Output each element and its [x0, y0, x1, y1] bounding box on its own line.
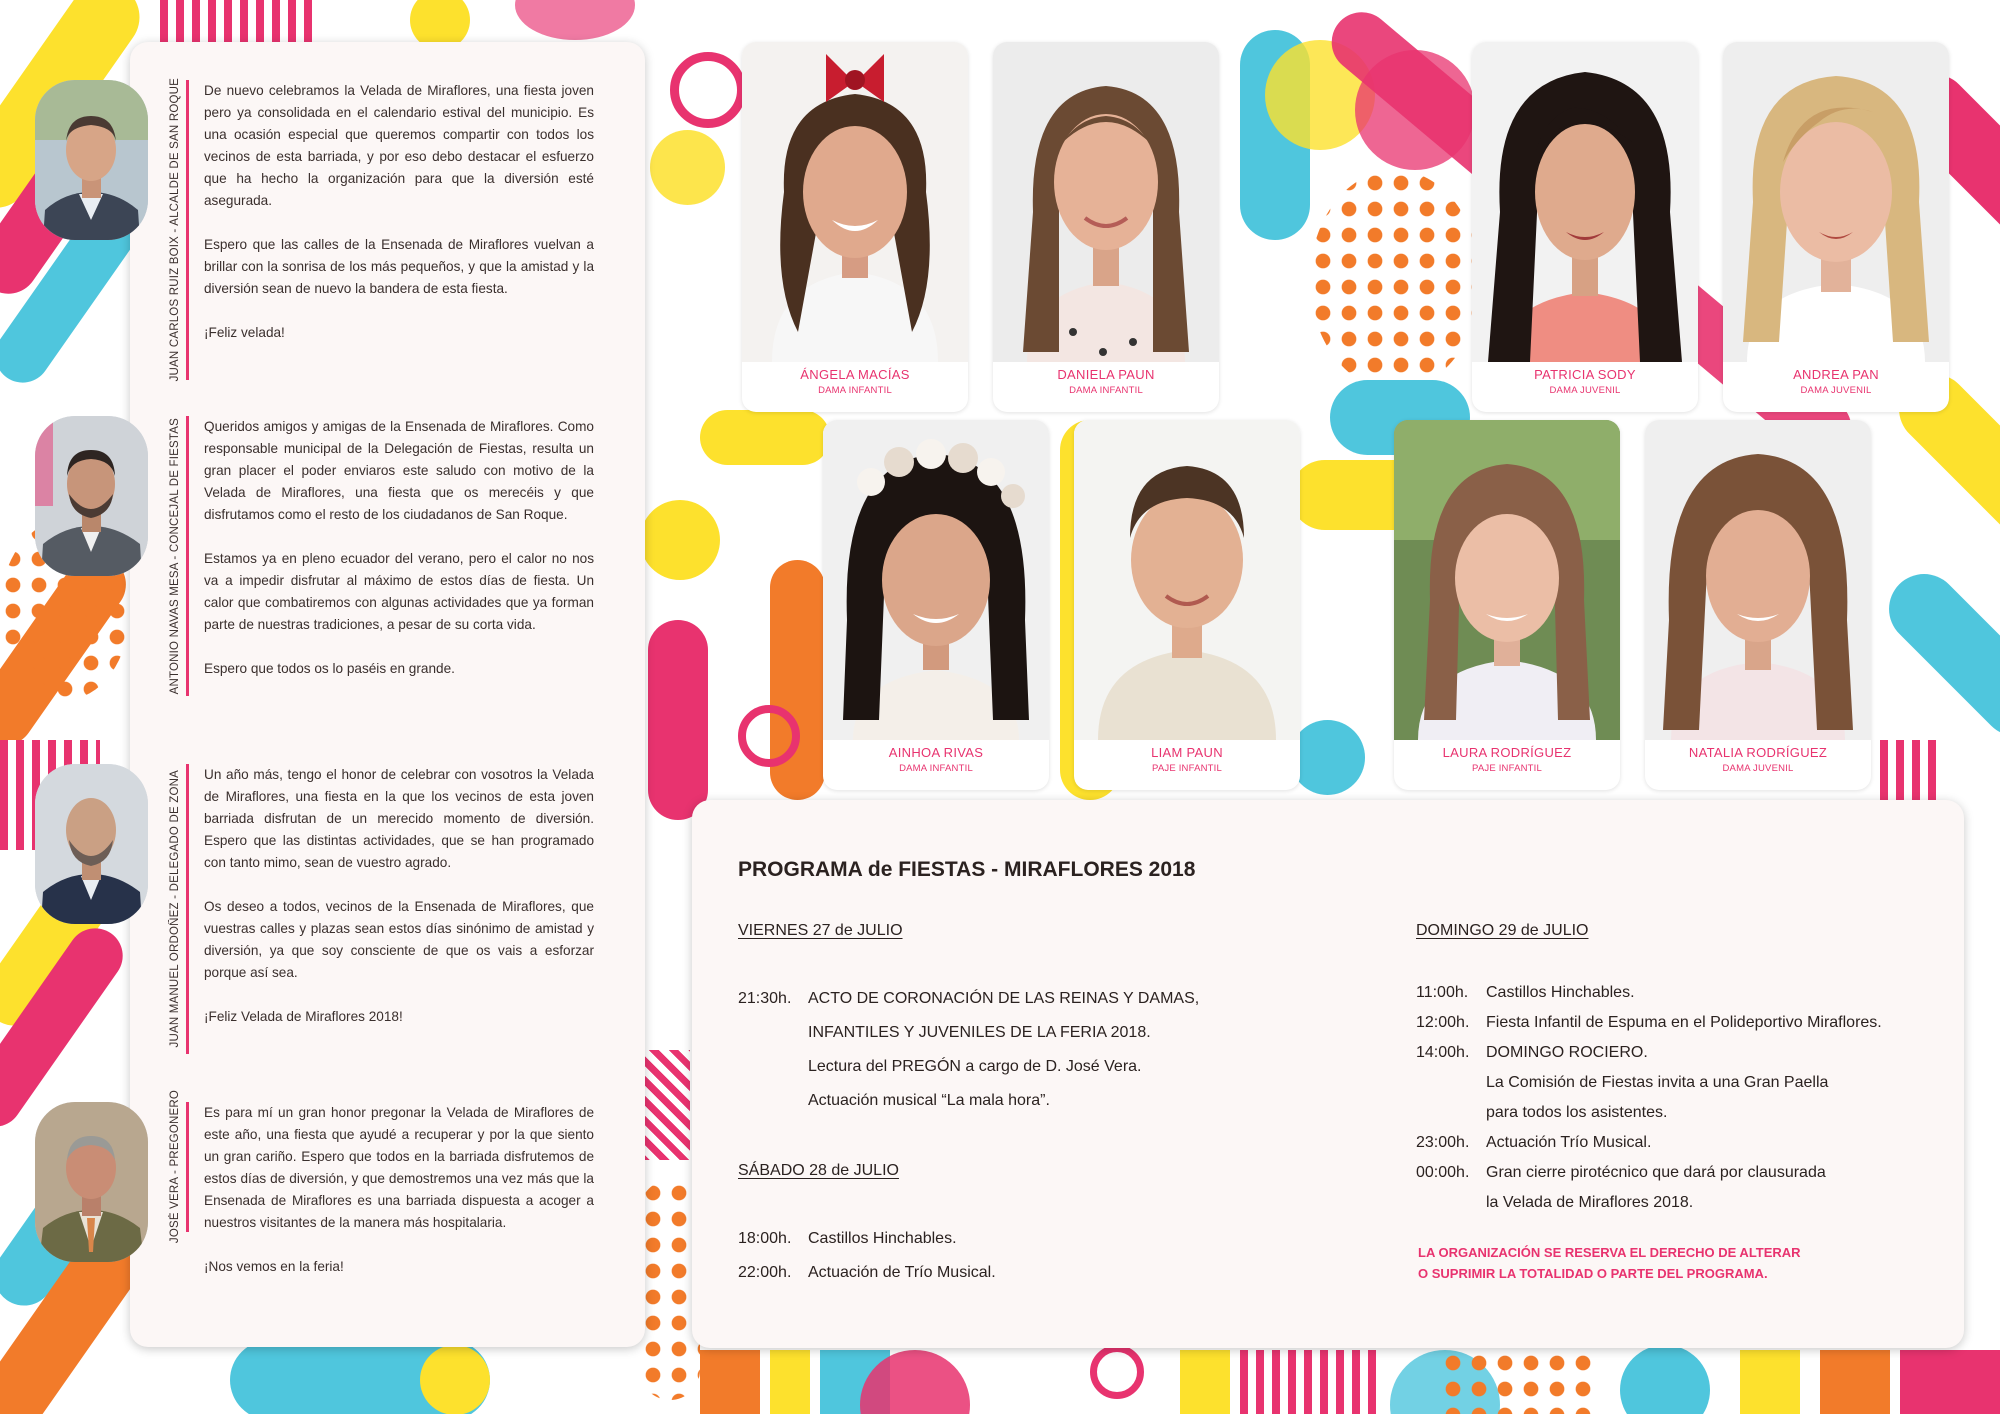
court-card-angela: ÁNGELA MACÍAS DAMA INFANTIL: [742, 42, 968, 412]
day-sunday: DOMINGO 29 de JULIO: [1416, 922, 1589, 939]
court-card-ainhoa: AINHOA RIVAS DAMA INFANTIL: [823, 420, 1049, 790]
name-role-mayor: JUAN CARLOS RUIZ BOIX - ALCALDE DE SAN ROQUE: [169, 78, 181, 382]
message-text-councillor: Queridos amigos y amigas de la Ensenada de Miraflores. Como responsable municipal de la Delegación de Fiestas, resulta un gran placer el poder enviaros este saludo con motivo de la Velada de Miraflores, una fiesta que os merecéis y que disfrutamos como el resto de los ciudadanos de San Roque. Estamos ya en pleno ecuador del verano, pero el calor no nos va a impedir disfrutar al máximo de estos días de fiesta. Un calor que combatiremos con algunas actividades que ya forman parte de nuestras tradiciones, a pesar de su corta vida. Espero que todos os lo paséis en grande.: [204, 419, 594, 676]
greeting-delegate: [130, 764, 600, 1054]
day-saturday: SÁBADO 28 de JULIO: [738, 1162, 899, 1179]
avatar-councillor: [35, 416, 148, 576]
program-title: PROGRAMA de FIESTAS - MIRAFLORES 2018: [738, 858, 1196, 881]
name-role-herald: JOSÉ VERA - PREGONERO: [169, 1090, 181, 1244]
message-text-mayor: De nuevo celebramos la Velada de Miraflores, una fiesta joven pero ya consolidada en el calendario estival del municipio. Es una ocasión especial que queremos compartir con todos los vecinos de esta barriada, y por eso debo destacar el esfuerzo que ha hecho la organización para que la diversión esté asegurada. Espero que las calles de la Ensenada de Miraflores vuelvan a brillar con la sonrisa de los más pequeños, y que la amistad y la diversión sean de nuevo la bandera de esta fiesta. ¡Feliz velada!: [204, 83, 594, 340]
court-card-daniela: DANIELA PAUN DAMA INFANTIL: [993, 42, 1219, 412]
avatar-herald: [35, 1102, 148, 1262]
message-text-delegate: Un año más, tengo el honor de celebrar con vosotros la Velada de Miraflores, una fiesta en la que los vecinos de esta joven barriada disfrutan de un merecido momento de diversión. Espero que las distintas actividades, que se han programado con tanto mimo, sean de vuestro agrado. Os deseo a todos, vecinos de la Ensenada de Miraflores, que vuestras calles y plazas sean estos días sinónimo de amistad y diversión, ya que soy consciente de que os vais a esforzar porque así sea. ¡Feliz Velada de Miraflores 2018!: [204, 767, 594, 1024]
avatar-mayor: [35, 80, 148, 240]
court-card-natalia: NATALIA RODRÍGUEZ DAMA JUVENIL: [1645, 420, 1871, 790]
name-role-councillor: ANTONIO NAVAS MESA - CONCEJAL DE FIESTAS: [169, 417, 181, 695]
greeting-mayor: [130, 80, 600, 380]
greeting-councillor: [130, 416, 600, 696]
greeting-herald: [130, 1090, 600, 1274]
court-card-patricia: PATRICIA SODY DAMA JUVENIL: [1472, 42, 1698, 412]
greetings-panel: [130, 42, 645, 1347]
court-card-laura: LAURA RODRÍGUEZ PAJE INFANTIL: [1394, 420, 1620, 790]
court-card-liam: LIAM PAUN PAJE INFANTIL: [1074, 420, 1300, 790]
day-friday: VIERNES 27 de JULIO: [738, 922, 903, 939]
program-panel: PROGRAMA de FIESTAS - MIRAFLORES 2018 VIERNES 27 de JULIO 21:30h. ACTO DE CORONACIÓN DE LAS REINAS Y DAMAS, INFANTILES Y JUVENILES DE LA FERIA 2018. Lectura del PREGÓN a cargo de D. José Vera. Actuación musical “La mala hora”. SÁBADO 28 de JULIO 18:00h. Castillos Hinchables. 22:00h. Actuación de Trío Musical. DOMINGO 29 de JULIO 11:00h. Castillos Hinchables. 12:00h. Fiesta Infantil de Espuma en el Polideportivo Miraflores. 14:00h. DOMINGO ROCIERO. La Comisión de Fiestas invita a una Gran Paella para todos los asistentes. 23:00h. Actuación Trío Musical. 00:00h. Gran cierre pirotécnico que dará por clausurada la Velada de Miraflores 2018. LA ORGANIZACIÓN SE RESERVA EL DERECHO DE ALTERAR O SUPRIMIR LA TOTALIDAD O PARTE DEL PROGRAMA.: [692, 800, 1964, 1348]
court-card-andrea: ANDREA PAN DAMA JUVENIL: [1723, 42, 1949, 412]
program-notice: LA ORGANIZACIÓN SE RESERVA EL DERECHO DE ALTERAR O SUPRIMIR LA TOTALIDAD O PARTE DEL PROGRAMA.: [1418, 1245, 1801, 1281]
name-role-delegate: JUAN MANUEL ORDOÑEZ - DELEGADO DE ZONA: [169, 770, 181, 1048]
avatar-delegate: [35, 764, 148, 924]
message-text-herald: Es para mí un gran honor pregonar la Velada de Miraflores de este año, una fiesta que ayudé a recuperar y por la que siento un gran cariño. Espero que todos en la barriada disfrutemos de estos días de diversión, y que demostremos una vez más que la Ensenada de Miraflores es una barriada dispuesta a acoger a nuestros visitantes de la manera más hospitalaria. ¡Nos vemos en la feria!: [204, 1105, 594, 1274]
